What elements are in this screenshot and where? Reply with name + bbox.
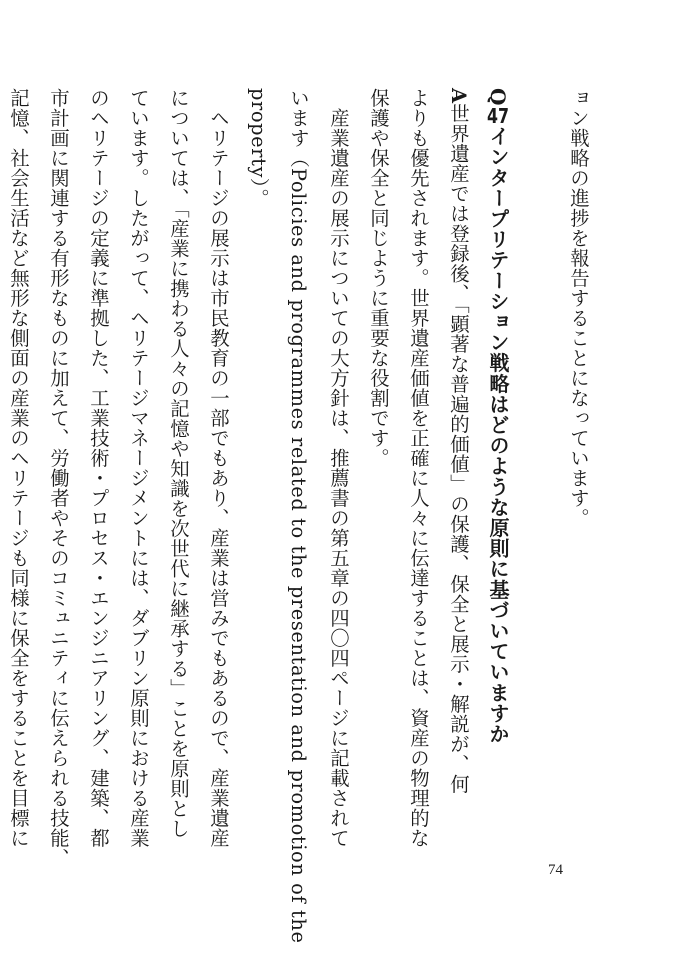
question-title: インタープリテーション戦略はどのような原則に基づいていますか xyxy=(486,126,510,745)
answer-text-1: 世界遺産では登録後、「顕著な普遍的価値」の保護、保全と展示・解説が、何 xyxy=(447,103,470,794)
paragraph-start-1: 産業遺産の展示についての大方針は、推薦書の第五章の四〇四ページに記載されて xyxy=(327,108,350,848)
text-column-14: 記憶、社会生活など無形な側面の産業のヘリテージも同様に保全をすることを目標に xyxy=(7,88,30,848)
text-column-12: のヘリテージの定義に準拠した、工業技術・プロセス・エンジニアリング、建築、都 xyxy=(87,88,110,848)
text-column-9 xyxy=(198,88,238,848)
answer-first-line xyxy=(438,88,478,848)
page-number: 74 xyxy=(548,862,563,878)
question-number: 47 xyxy=(487,106,509,127)
question-heading xyxy=(478,88,518,848)
text-column-11: ています。したがって、ヘリテージマネージメントには、ダブリン原則における産業 xyxy=(127,88,150,848)
text-column-8: property）。 xyxy=(247,88,270,209)
answer-label: A xyxy=(447,88,470,104)
text-column-10: については、「産業に携わる人々の記憶や知識を次世代に継承する」ことを原則とし xyxy=(167,88,190,839)
text-column-13: 市計画に関連する有形なものに加えて、労働者やそのコミュニティに伝えられる技能、 xyxy=(47,88,70,868)
question-label: Q xyxy=(486,88,510,107)
text-column-7: います（Policies and programmes related to the presentation and promotion of the xyxy=(287,88,310,944)
text-column-4: よりも優先されます。世界遺産価値を正確に人々に伝達することは、資産の物理的な xyxy=(407,88,430,848)
text-column-blank xyxy=(518,88,558,848)
text-column-6 xyxy=(318,88,358,848)
text-column-5: 保護や保全と同じように重要な役割です。 xyxy=(367,88,390,468)
text-column-1: ョン戦略の進捗を報告することになっています。 xyxy=(567,88,590,528)
paragraph-start-2: ヘリテージの展示は市民教育の一部でもあり、産業は営みでもあるので、産業遺産 xyxy=(207,108,230,848)
